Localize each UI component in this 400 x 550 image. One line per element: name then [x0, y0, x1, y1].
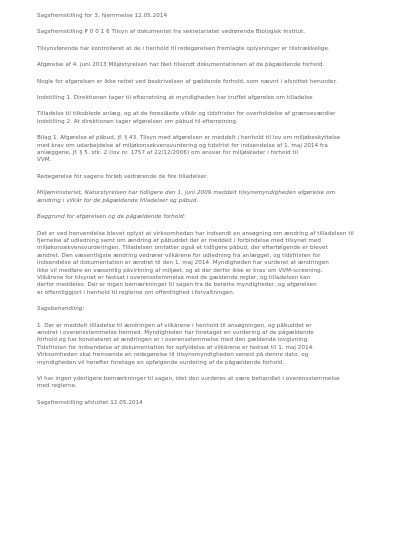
paragraph	[37, 79, 360, 86]
text-line: derfor meddeles. Der er ingen bemærkninger til sagen fra de berørte myndigheder, og afgørelsen	[37, 282, 317, 289]
text-line: Sagsfremstilling afsluttet 12.05.2014	[37, 399, 143, 406]
text-line: Redegørelse for sagens forløb vedrørende de fire tilladelser.	[37, 173, 208, 180]
text-line: ikke vil medføre en væsentlig påvirkning af miljøet, og at der derfor ikke er krav om VVM-screening.	[37, 267, 323, 274]
text-line: Sagsfremstilling P 0 0 1 6 Tilsyn af dokumentet fra sekretariatet vedrørende Biologisk Institut.	[37, 29, 306, 36]
paragraph	[37, 400, 360, 407]
paragraph	[37, 174, 360, 181]
text-line: ændret i overensstemmelse hermed. Myndigheden har foretaget en vurdering af de pågældende	[37, 329, 314, 336]
section-heading	[37, 306, 360, 313]
text-line: Virksomheden skal fremsende en redegørelse til tilsynsmyndigheden senest på denne dato, og	[37, 352, 309, 359]
text-line: Tilsynsførende har kontrolleret at de i henhold til redegørelsen fremlagte oplysninger er tilstrækkelige.	[37, 45, 330, 52]
text-line: Tidsfristen for indsendelse af dokumentation for opfyldelse af vilkårene er fastsat til 1. maj 2014.	[37, 344, 315, 351]
text-line: Sagsfremstilling for 3. hjemmelse 12.05.2014	[37, 13, 168, 19]
text-line: Nogle for afgørelsen er ikke rettet ved beskrivelsen af gældende forhold, som nævnt i afsnittet herunder.	[37, 78, 338, 85]
text-line: Indstilling 1. Direktionen tager til efterretning at myndigheden har truffet afgørelse om tilladelse	[37, 95, 313, 102]
text-line: Bilag 1. Afgørelse af påbud, jf. § 43. Tilsyn med afgørelsen er meddelt i henhold til lov om miljøbeskyttelse	[37, 135, 341, 142]
text-line: Det er ved henvendelse blevet oplyst at virksomheden har indsendt en ansøgning om ændring af tilladelsen til	[37, 230, 354, 237]
paragraph	[37, 95, 360, 102]
text-line: VVM.	[37, 157, 52, 164]
text-line: Vi har ingen yderligere bemærkninger til sagen, idet den vurderes at være behandlet i overensstemmelse	[37, 376, 340, 382]
text-line: Tilladelse til tilkoblede anlæg, og at de foreslåede vilkår og tidsfrister for overholdelse af grænseværdier	[37, 111, 336, 118]
text-line: ændring i vilkår for de pågældende tilladelser og påbud.	[37, 197, 199, 204]
text-line: med reglerne.	[37, 383, 77, 390]
text-line: Sagsbehandling:	[37, 306, 85, 313]
paragraph	[37, 62, 360, 69]
paragraph	[37, 13, 360, 20]
text-line: med krav om udarbejdelse af miljøkonsekvensvurdering og tidsfrist for indsendelse af 1. maj 2014 fra	[37, 142, 328, 149]
text-line: myndigheden vil herefter foretage en opfølgende vurdering af de pågældende forhold.	[37, 359, 285, 366]
text-line: anlæggene, jf. § 5. stk. 2 (lov nr. 1757 af 22/12/2006) om ansvar for miljøskader i forhold til	[37, 150, 298, 157]
text-line: fjernelse af udledning samt om ændring af påbuddet der er meddelt i forbindelse med tilsynet med	[37, 237, 321, 244]
paragraph	[37, 190, 360, 205]
paragraph	[37, 135, 360, 165]
text-line: indsendelse af dokumentation er ændret til den 1. maj 2014. Myndigheden har vurderet at ændringen	[37, 260, 329, 267]
text-line: er offentliggjort i henhold til reglerne om offentlighed i forvaltningen.	[37, 289, 235, 296]
text-line: ændret. Den væsentligste ændring vedrører vilkårene for udledning fra anlægget, og tidsfristen for	[37, 252, 321, 259]
paragraph	[37, 46, 360, 53]
paragraph	[37, 111, 360, 126]
text-line: Baggrund for afgørelsen og de pågældende forhold:	[37, 214, 186, 221]
text-line: Afgørelse af 4. juni 2013 Miljøstyrelsen har fået tilsendt dokumentationen af de pågældende forhold.	[37, 62, 325, 69]
paragraph	[37, 231, 360, 298]
text-line: miljøkonsekvensvurderingen. Tilladelsen omfatter også et tidligere påbud, der efterfølgende er blevet	[37, 245, 328, 252]
paragraph	[37, 376, 360, 391]
text-line: Vilkårene for tilsynet er fastsat i overensstemmelse med de gældende regler, og tilladelsen kan	[37, 274, 311, 281]
text-line: Miljøministeriet, Naturstyrelsen har tidligere den 1. juni 2009 meddelt tilsynsmyndigheden afgørelse om	[37, 190, 336, 197]
text-line: 1. Der er meddelt tilladelse til ændringen af vilkårene i henhold til ansøgningen, og påbuddet er	[37, 322, 312, 329]
text-line: Indstilling 2. At direktionen tager afgørelsen om påbud til efterretning.	[37, 118, 238, 125]
text-line: forhold og har konstateret at ændringen er i overensstemmelse med den gældende lovgivning.	[37, 337, 310, 344]
paragraph	[37, 323, 360, 367]
section-heading	[37, 214, 360, 221]
paragraph	[37, 29, 360, 36]
